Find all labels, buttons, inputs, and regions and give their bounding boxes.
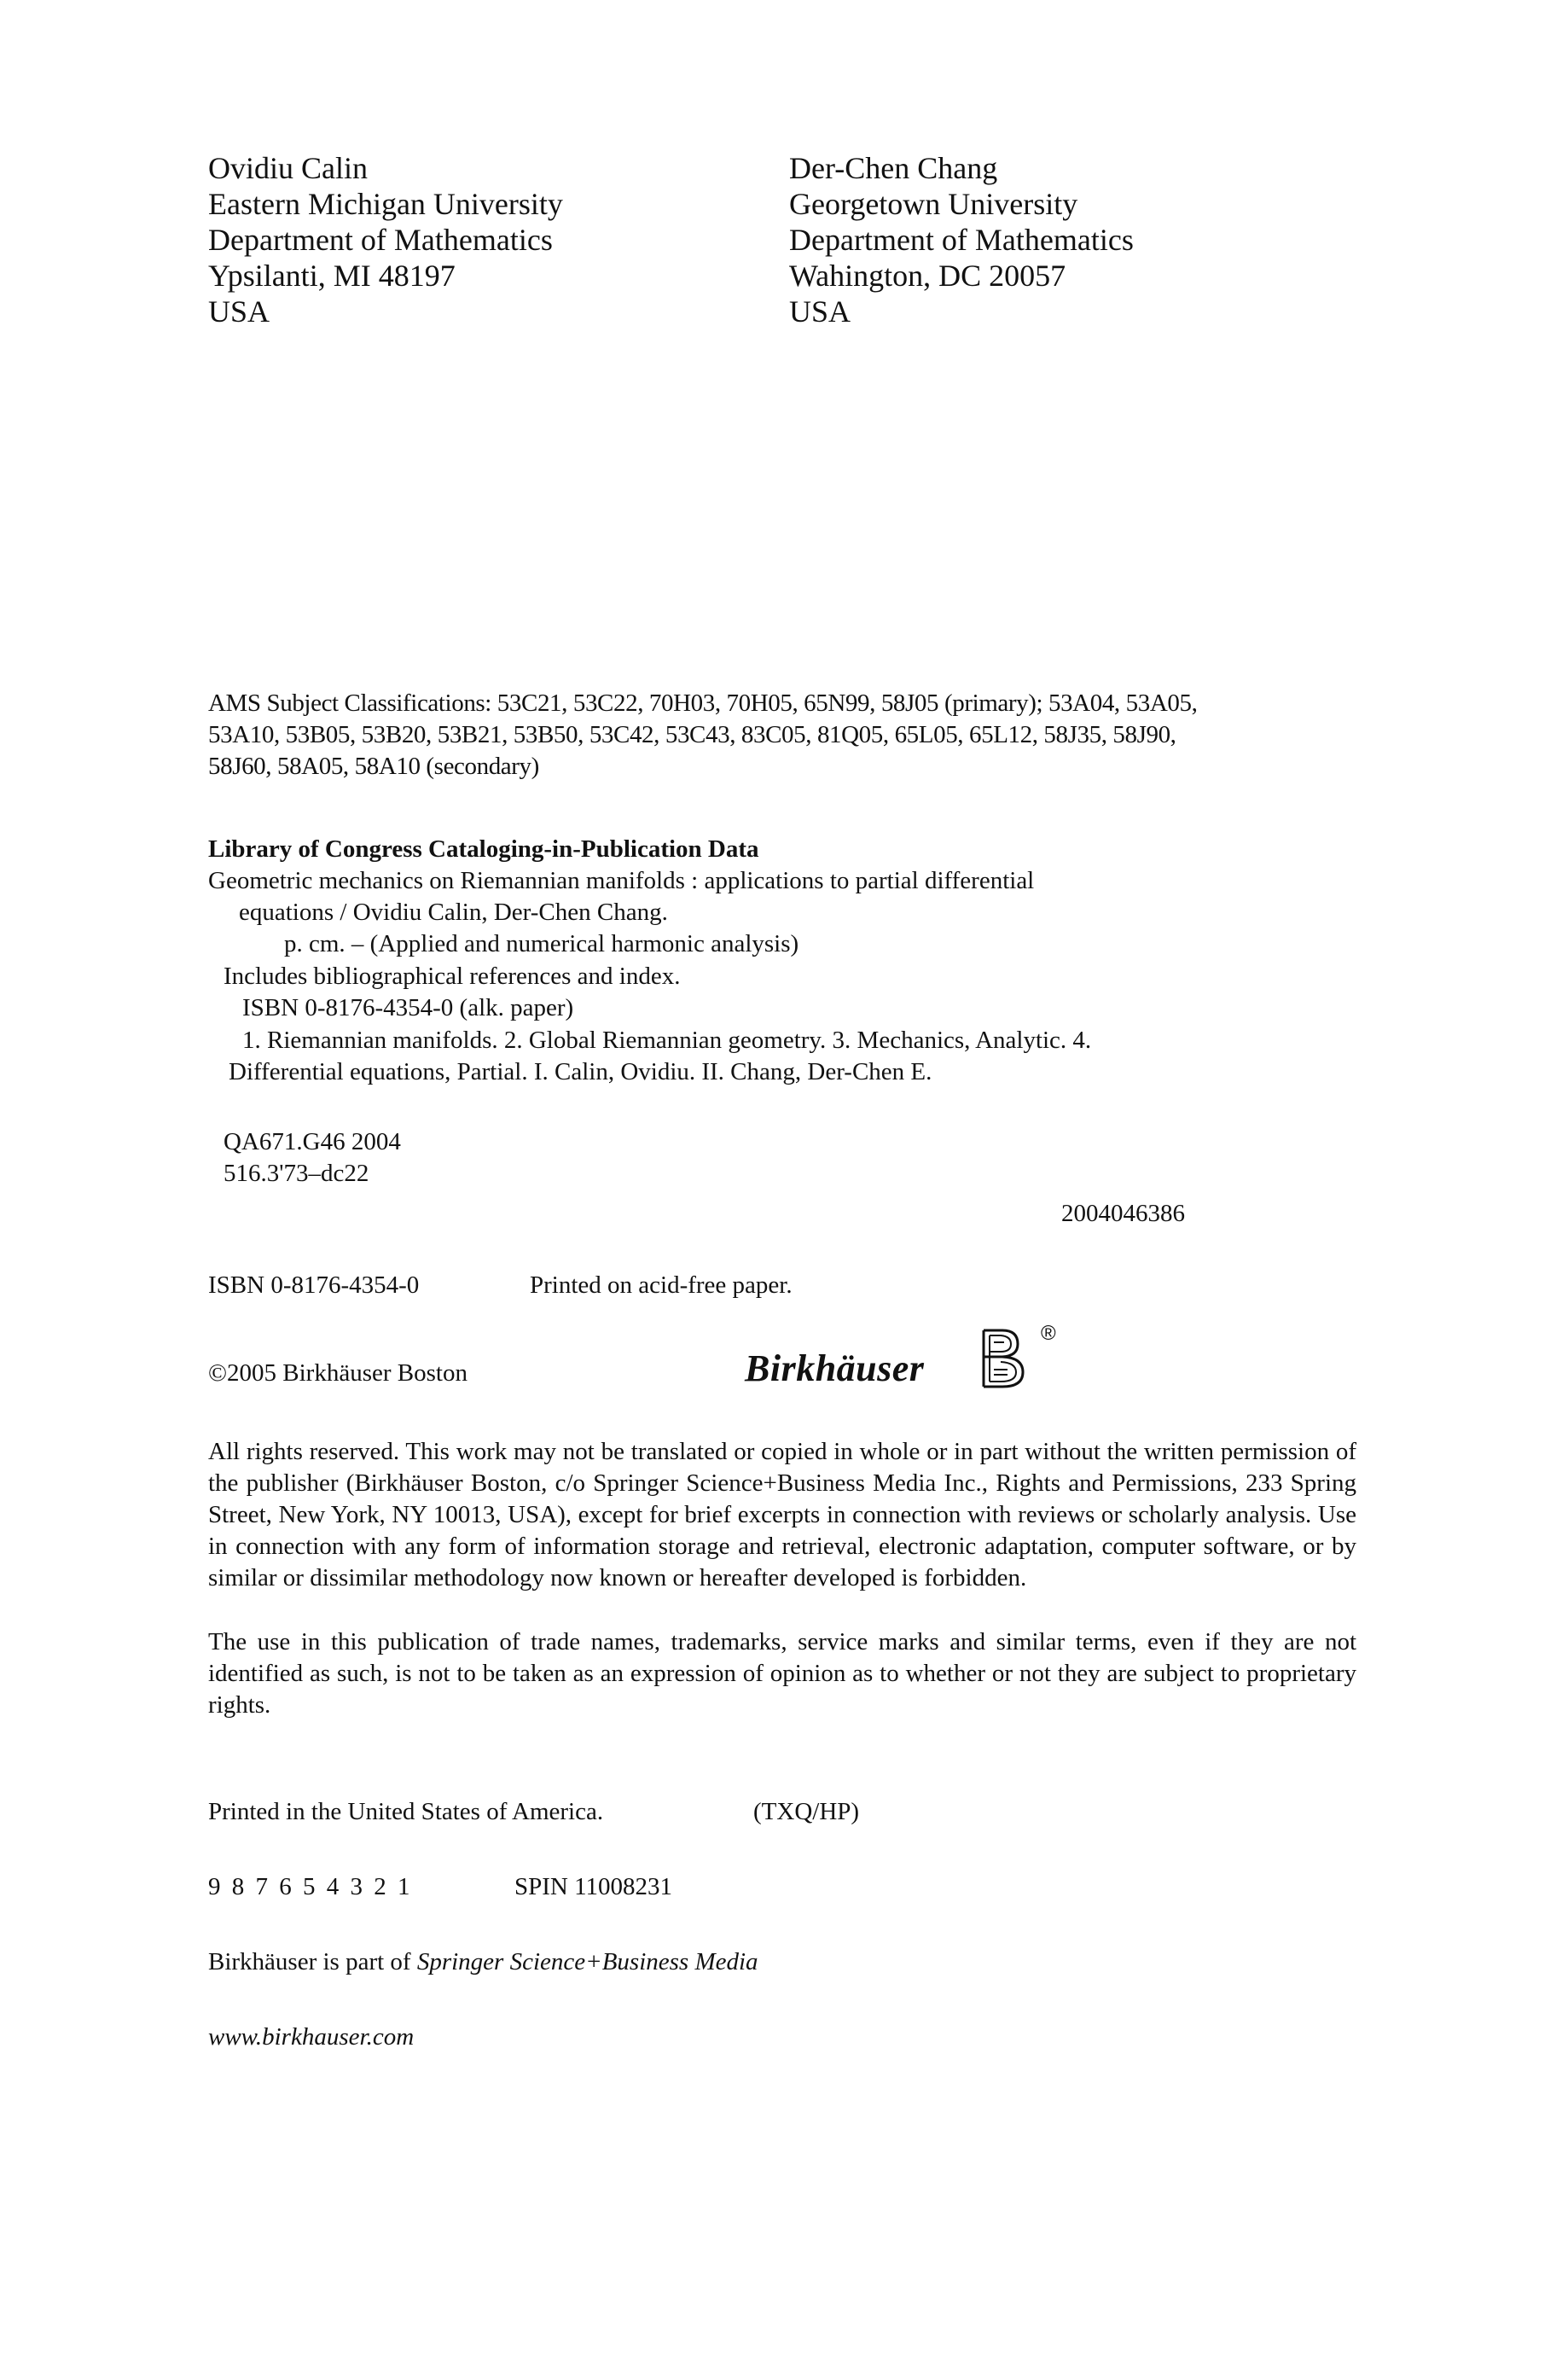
cip-title-line: equations / Ovidiu Calin, Der-Chen Chang. bbox=[239, 899, 668, 926]
printing-numbers: 9 8 7 6 5 4 3 2 1 bbox=[208, 1873, 410, 1900]
publisher-logo-text: Birkhäuser bbox=[745, 1347, 925, 1389]
acid-free-note: Printed on acid-free paper. bbox=[530, 1271, 793, 1299]
cip-title-line: Geometric mechanics on Riemannian manifolds : applications to partial differential bbox=[208, 867, 1035, 894]
author-department: Department of Mathematics bbox=[208, 223, 553, 257]
cip-series: p. cm. – (Applied and numerical harmonic analysis) bbox=[284, 930, 799, 957]
publisher-logo-icon bbox=[977, 1325, 1037, 1392]
rights-paragraph: The use in this publication of trade names, trademarks, service marks and similar terms, even if they are not identified as such, is not to be taken as an expression of opinion as to whether or not they are subject to proprietary rights. bbox=[208, 1628, 1356, 1719]
author-block-left bbox=[208, 150, 563, 329]
author-name: Ovidiu Calin bbox=[208, 151, 368, 185]
ams-classifications bbox=[208, 688, 1197, 783]
cip-call-number: QA671.G46 2004 bbox=[224, 1128, 401, 1155]
ams-line: 53A10, 53B05, 53B20, 53B21, 53B50, 53C42, 53C43, 83C05, 81Q05, 65L05, 65L12, 58J35, 58J90, bbox=[208, 721, 1176, 748]
cip-subjects-line: 1. Riemannian manifolds. 2. Global Riemannian geometry. 3. Mechanics, Analytic. 4. bbox=[242, 1027, 1092, 1054]
ams-line: 58J60, 58A05, 58A10 (secondary) bbox=[208, 753, 539, 780]
copyright: ©2005 Birkhäuser Boston bbox=[208, 1359, 467, 1387]
b-monogram-icon bbox=[977, 1325, 1037, 1392]
ams-line: AMS Subject Classifications: 53C21, 53C22, 70H03, 70H05, 65N99, 58J05 (primary); 53A04, 53A05, bbox=[208, 689, 1198, 717]
author-block-right bbox=[789, 150, 1134, 329]
rights-paragraph: All rights reserved. This work may not be translated or copied in whole or in part without the written permission of the publisher (Birkhäuser Boston, c/o Springer Science+Business Media Inc., Rights and Permissions, 233 Spring Street, New York, NY 10013, USA), except for brief excerpts in connection with reviews or scholarly analysis. Use in connection with any form of information storage and retrieval, electronic adaptation, computer software, or by similar or dissimilar methodology now known or hereafter developed is forbidden. bbox=[208, 1438, 1356, 1591]
author-name: Der-Chen Chang bbox=[789, 151, 998, 185]
author-city: Wahington, DC 20057 bbox=[789, 259, 1066, 293]
registered-mark: ® bbox=[1041, 1322, 1056, 1345]
author-department: Department of Mathematics bbox=[789, 223, 1134, 257]
springer-note bbox=[208, 1946, 758, 1978]
author-city: Ypsilanti, MI 48197 bbox=[208, 259, 456, 293]
author-country: USA bbox=[789, 294, 851, 329]
author-affiliation: Georgetown University bbox=[789, 187, 1078, 221]
printed-in: Printed in the United States of America. bbox=[208, 1798, 604, 1825]
author-affiliation: Eastern Michigan University bbox=[208, 187, 563, 221]
author-country: USA bbox=[208, 294, 270, 329]
spin-number: SPIN 11008231 bbox=[514, 1873, 673, 1900]
cip-dewey: 516.3'73–dc22 bbox=[224, 1160, 369, 1187]
cip-includes: Includes bibliographical references and index. bbox=[224, 963, 681, 990]
cip-isbn: ISBN 0-8176-4354-0 (alk. paper) bbox=[242, 994, 574, 1021]
website-link[interactable]: www.birkhauser.com bbox=[208, 2023, 415, 2051]
cip-lccn: 2004046386 bbox=[1061, 1200, 1185, 1227]
cip-subjects-line: Differential equations, Partial. I. Calin, Ovidiu. II. Chang, Der-Chen E. bbox=[229, 1058, 932, 1085]
cip-heading: Library of Congress Cataloging-in-Publication Data bbox=[208, 835, 759, 863]
printing-code: (TXQ/HP) bbox=[753, 1798, 860, 1825]
isbn: ISBN 0-8176-4354-0 bbox=[208, 1271, 420, 1299]
springer-prefix: Birkhäuser is part of bbox=[208, 1948, 417, 1975]
springer-name: Springer Science+Business Media bbox=[416, 1948, 758, 1975]
